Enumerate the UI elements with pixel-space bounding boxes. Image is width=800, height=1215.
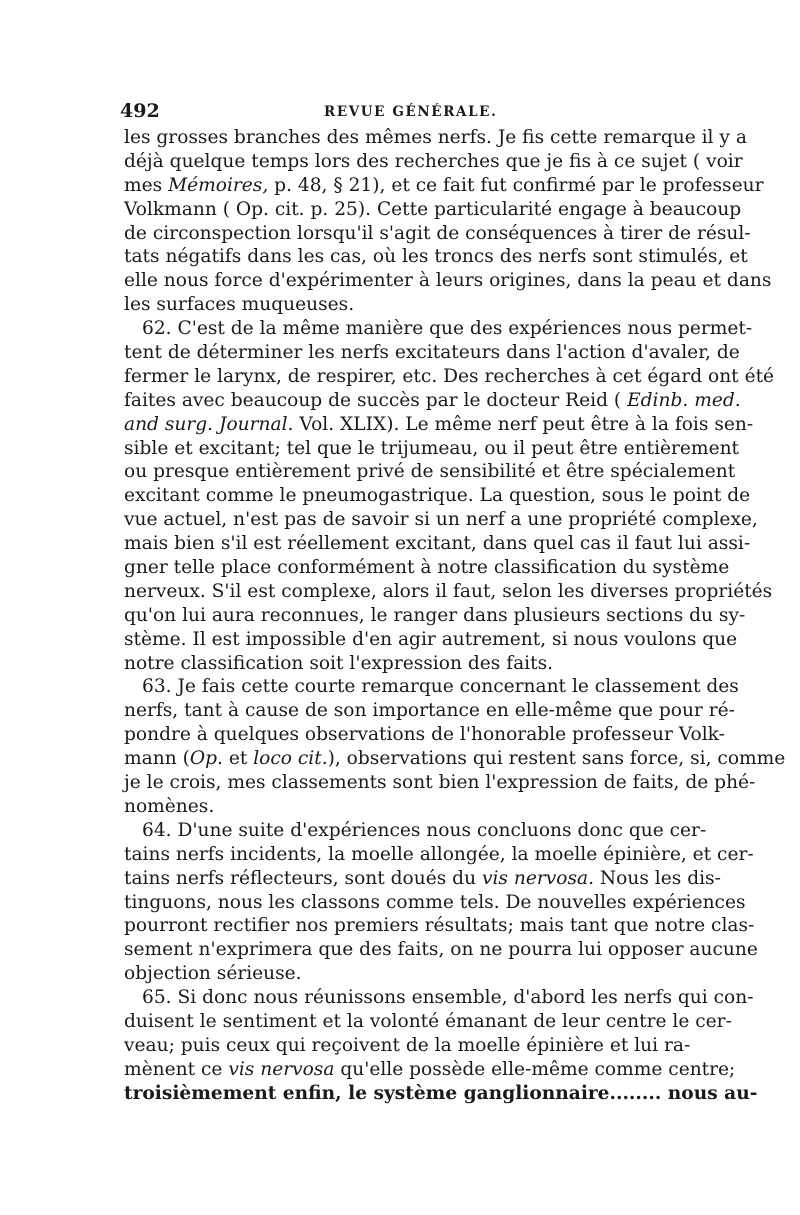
- text-line: ou presque entièrement privé de sensibilité et être spécialement: [124, 461, 736, 483]
- text-line: nerfs, tant à cause de son importance en elle-même que pour ré-: [124, 700, 735, 722]
- text-line: pourront rectifier nos premiers résultats; mais tant que notre clas-: [124, 915, 755, 937]
- text-line: tains nerfs incidents, la moelle allongée, la moelle épinière, et cer-: [124, 843, 754, 865]
- text-line: les grosses branches des mêmes nerfs. Je fis cette remarque il y a: [124, 127, 747, 148]
- italic-citation: and surg. Journal.: [124, 413, 294, 435]
- text-line: les surfaces muqueuses.: [124, 294, 355, 316]
- running-title: REVUE GÉNÉRALE.: [324, 104, 498, 120]
- text-line: and surg. Journal. Vol. XLIX). Le même nerf peut être à la fois sen-: [124, 413, 754, 435]
- text-line: excitant comme le pneumogastrique. La question, sous le point de: [124, 485, 751, 507]
- paragraph-64: [124, 819, 758, 986]
- paragraph-continuation: [124, 126, 772, 317]
- text-line: troisièmement enfin, le système ganglionnaire........ nous au-: [124, 1082, 758, 1104]
- text-line: mes Mémoires, p. 48, § 21), et ce fait fut confirmé par le professeur: [124, 174, 764, 196]
- text-line: mènent ce vis nervosa qu'elle possède elle-même comme centre;: [124, 1058, 736, 1080]
- text-line: déjà quelque temps lors des recherches que je fis à ce sujet ( voir: [124, 150, 743, 172]
- text-line: duisent le sentiment et la volonté émanant de leur centre le cer-: [124, 1010, 732, 1032]
- italic-term: vis nervosa: [228, 1058, 335, 1080]
- italic-term: vis nervosa.: [481, 867, 594, 889]
- text-line: veau; puis ceux qui reçoivent de la moelle épinière et lui ra-: [124, 1034, 691, 1056]
- italic-citation: loco cit.: [253, 748, 328, 770]
- text-line: faites avec beaucoup de succès par le docteur Reid ( Edinb. med.: [124, 389, 741, 411]
- text-line: tinguons, nous les classons comme tels. De nouvelles expériences: [124, 891, 746, 913]
- book-page: [120, 96, 786, 1106]
- text-line: 62. C'est de la même manière que des expériences nous permet-: [142, 318, 753, 340]
- text-line: nerveux. S'il est complexe, alors il faut, selon les diverses propriétés: [124, 580, 773, 602]
- italic-citation: Edinb. med.: [627, 389, 741, 411]
- paragraph-62: [124, 317, 775, 675]
- paragraph-65: [124, 986, 758, 1105]
- text-line: notre classification soit l'expression des faits.: [124, 652, 554, 674]
- text-line: qu'on lui aura reconnues, le ranger dans plusieurs sections du sy-: [124, 604, 746, 626]
- text-line: tains nerfs réflecteurs, sont doués du vis nervosa. Nous les dis-: [124, 867, 721, 889]
- text-line: 65. Si donc nous réunissons ensemble, d'abord les nerfs qui con-: [142, 987, 754, 1009]
- text-line: Volkmann ( Op. cit. p. 25). Cette particularité engage à beaucoup: [124, 198, 742, 220]
- page-number: 492: [120, 100, 160, 122]
- text-line: tats négatifs dans les cas, où les troncs des nerfs sont stimulés, et: [124, 246, 748, 268]
- text-line: tent de déterminer les nerfs excitateurs dans l'action d'avaler, de: [124, 342, 740, 364]
- text-line: pondre à quelques observations de l'honorable professeur Volk-: [124, 724, 725, 746]
- text-line: 63. Je fais cette courte remarque concernant le classement des: [142, 676, 739, 698]
- italic-citation: Op.: [189, 748, 223, 770]
- text-line: 64. D'une suite d'expériences nous concluons donc que cer-: [142, 819, 707, 841]
- text-line: nomènes.: [124, 795, 215, 817]
- text-line: objection sérieuse.: [124, 963, 302, 985]
- text-line: stème. Il est impossible d'en agir autrement, si nous voulons que: [124, 628, 738, 650]
- text-line: fermer le larynx, de respirer, etc. Des recherches à cet égard ont été: [124, 365, 775, 387]
- text-line: elle nous force d'expérimenter à leurs origines, dans la peau et dans: [124, 270, 772, 292]
- text-line: sement n'exprimera que des faits, on ne pourra lui opposer aucune: [124, 939, 758, 961]
- text-line: je le crois, mes classements sont bien l'expression de faits, de phé-: [124, 772, 756, 794]
- text-line: de circonspection lorsqu'il s'agit de conséquences à tirer de résul-: [124, 222, 751, 244]
- text-line: sible et excitant; tel que le trijumeau, ou il peut être entièrement: [124, 437, 740, 459]
- italic-title: Mémoires,: [168, 174, 269, 196]
- text-line: vue actuel, n'est pas de savoir si un nerf a une propriété complexe,: [124, 509, 758, 531]
- paragraph-63: [124, 675, 786, 818]
- text-line: mais bien s'il est réellement excitant, dans quel cas il faut lui assi-: [124, 533, 751, 555]
- text-line: mann (Op. et loco cit.), observations qui restent sans force, si, comme: [124, 748, 786, 770]
- text-line: gner telle place conformément à notre classification du système: [124, 557, 730, 579]
- page-header: [120, 96, 678, 126]
